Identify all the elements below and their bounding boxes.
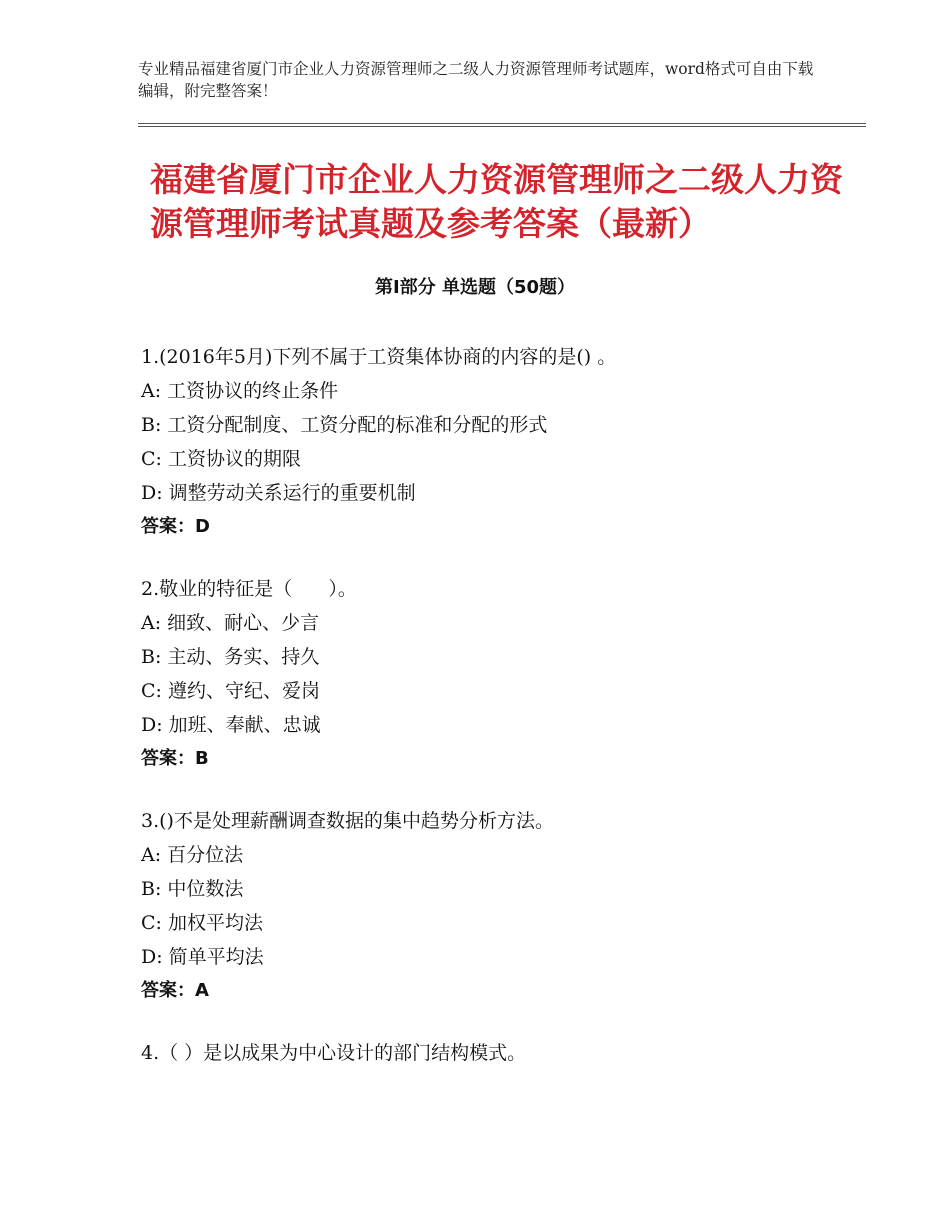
option-d: D: 加班、奉献、忠诚 bbox=[141, 714, 321, 736]
question-2 bbox=[141, 572, 841, 776]
document-title: 福建省厦门市企业人力资源管理师之二级人力资源管理师考试真题及参考答案（最新） bbox=[150, 160, 843, 243]
question-stem: 3.()不是处理薪酬调查数据的集中趋势分析方法。 bbox=[141, 810, 554, 832]
option-d: D: 调整劳动关系运行的重要机制 bbox=[141, 482, 416, 504]
header-note: 专业精品福建省厦门市企业人力资源管理师之二级人力资源管理师考试题库，word格式可自由下载编辑，附完整答案！ bbox=[138, 60, 814, 100]
option-c: C: 工资协议的期限 bbox=[141, 448, 301, 470]
option-c: C: 加权平均法 bbox=[141, 912, 263, 934]
option-a: A: 工资协议的终止条件 bbox=[141, 380, 339, 402]
option-c: C: 遵约、守纪、爱岗 bbox=[141, 680, 320, 702]
question-1 bbox=[141, 340, 841, 544]
answer: 答案：D bbox=[141, 516, 210, 537]
question-stem: 1.(2016年5月)下列不属于工资集体协商的内容的是() 。 bbox=[141, 346, 617, 368]
option-b: B: 工资分配制度、工资分配的标准和分配的形式 bbox=[141, 414, 548, 436]
question-list bbox=[141, 340, 841, 1098]
option-a: A: 百分位法 bbox=[141, 844, 244, 866]
question-stem: 4.（ ）是以成果为中心设计的部门结构模式。 bbox=[141, 1042, 527, 1064]
option-b: B: 主动、务实、持久 bbox=[141, 646, 320, 668]
question-4 bbox=[141, 1036, 841, 1070]
section-title: 第Ⅰ部分 单选题（50题） bbox=[374, 277, 575, 298]
answer: 答案：A bbox=[141, 980, 209, 1001]
question-stem: 2.敬业的特征是（ ）。 bbox=[141, 578, 357, 600]
header-divider-top bbox=[138, 123, 866, 124]
option-a: A: 细致、耐心、少言 bbox=[141, 612, 320, 634]
answer: 答案：B bbox=[141, 748, 209, 769]
option-b: B: 中位数法 bbox=[141, 878, 244, 900]
option-d: D: 简单平均法 bbox=[141, 946, 264, 968]
header-divider-bottom bbox=[138, 126, 866, 127]
question-3 bbox=[141, 804, 841, 1008]
